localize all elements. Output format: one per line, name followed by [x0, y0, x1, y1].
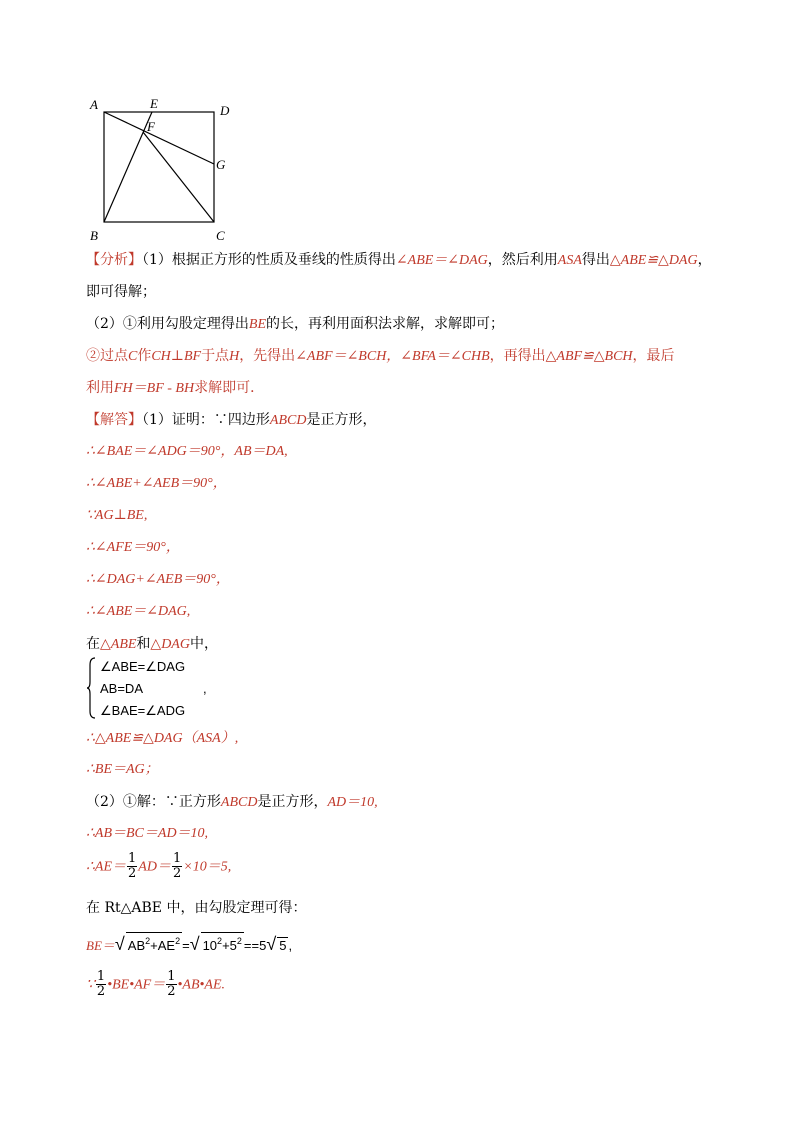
solution-line-5: ∴∠AFE＝90°， [86, 540, 180, 555]
solution-line-12: ∴AB＝BC＝AD＝10, [86, 826, 209, 841]
fraction-half-4: $\frac{1}{2}$ [167, 969, 176, 999]
sqrt-radicand-1: $AB^2+AE^2$ [126, 932, 182, 954]
solution-line-14: 在 Rt△ABE 中，由勾股定理可得： [86, 900, 307, 916]
solution-line-9: ∴△ABE≌△DAG（ASA）, [86, 731, 239, 746]
system-brace [86, 657, 96, 719]
sqrt-symbol-1: √ [114, 934, 125, 954]
solution-line-13: ∴AE＝ $\frac{1}{2}$ AD＝ $\frac{1}{2}$ ×10＝5, [86, 851, 232, 881]
analysis-line-1: 【分析】（1）根据正方形的性质及垂线的性质得出∠ABE＝∠DAG，然后利用ASA得出△ABE≌△DAG， [86, 252, 712, 268]
solution-line-4: ∵AG⊥BE, [86, 508, 148, 523]
segment-ag [104, 112, 214, 164]
sqrt-radicand-2: $10^2+5^2$ [201, 932, 244, 954]
label-d: D [220, 103, 230, 118]
solution-line-7: ∴∠ABE＝∠DAG, [86, 604, 191, 619]
system-eq-2: AB=DA , [100, 681, 207, 696]
fraction-half-1: $\frac{1}{2}$ [128, 851, 137, 881]
fraction-half-3: $\frac{1}{2}$ [96, 969, 106, 999]
label-g: G [216, 157, 226, 172]
solution-line-1: 【解答】（1）证明：∵四边形ABCD是正方形， [86, 412, 377, 428]
system-eq-1: ∠ABE=∠DAG [100, 659, 186, 674]
solution-line-11: （2）①解：∵正方形ABCD是正方形，AD＝10, [86, 794, 378, 810]
solution-line-3: ∴∠ABE+∠AEB＝90°， [86, 476, 227, 491]
analysis-line-5: 利用FH＝BF - BH求解即可． [86, 380, 265, 396]
label-b: B [90, 228, 98, 243]
geometry-figure [86, 92, 246, 244]
analysis-line-2: 即可得解； [86, 284, 156, 300]
analysis-line-3: （2）①利用勾股定理得出BE的长，再利用面积法求解，求解即可； [86, 316, 505, 332]
square-abcd [104, 112, 214, 222]
solution-line-15: BE＝√ $AB^2+AE^2$ =√ $10^2+5^2 ==5√$ 5 , [86, 934, 293, 954]
label-f: F [147, 119, 155, 134]
label-a: A [90, 97, 98, 112]
analysis-line-4: ②过点C作CH⊥BF于点H，先得出∠ABF＝∠BCH，∠BFA＝∠CHB，再得出△ABF≌△BCH，最后 [86, 348, 675, 364]
solution-line-10: ∴BE＝AG； [86, 762, 159, 777]
sqrt-symbol-2: √ [189, 934, 200, 954]
segment-be [104, 112, 152, 222]
segment-fc [143, 132, 214, 222]
solution-line-6: ∴∠DAG+∠AEB＝90°， [86, 572, 230, 587]
solution-line-8: 在△ABE和△DAG中， [86, 636, 218, 652]
solution-line-2: ∴∠BAE＝∠ADG＝90°，AB＝DA, [86, 444, 288, 459]
system-eq-3: ∠BAE=∠ADG [100, 703, 186, 718]
solution-line-16: ∵ $\frac{1}{2}$ •BE•AF＝ $\frac{1}{2}$ •AB•AE. [86, 969, 226, 999]
sqrt-radicand-3: 5 [279, 938, 287, 953]
label-c: C [216, 228, 225, 243]
fraction-half-2: $\frac{1}{2}$ [172, 851, 182, 881]
label-e: E [150, 96, 158, 111]
sqrt-symbol-3: √ [266, 934, 277, 954]
